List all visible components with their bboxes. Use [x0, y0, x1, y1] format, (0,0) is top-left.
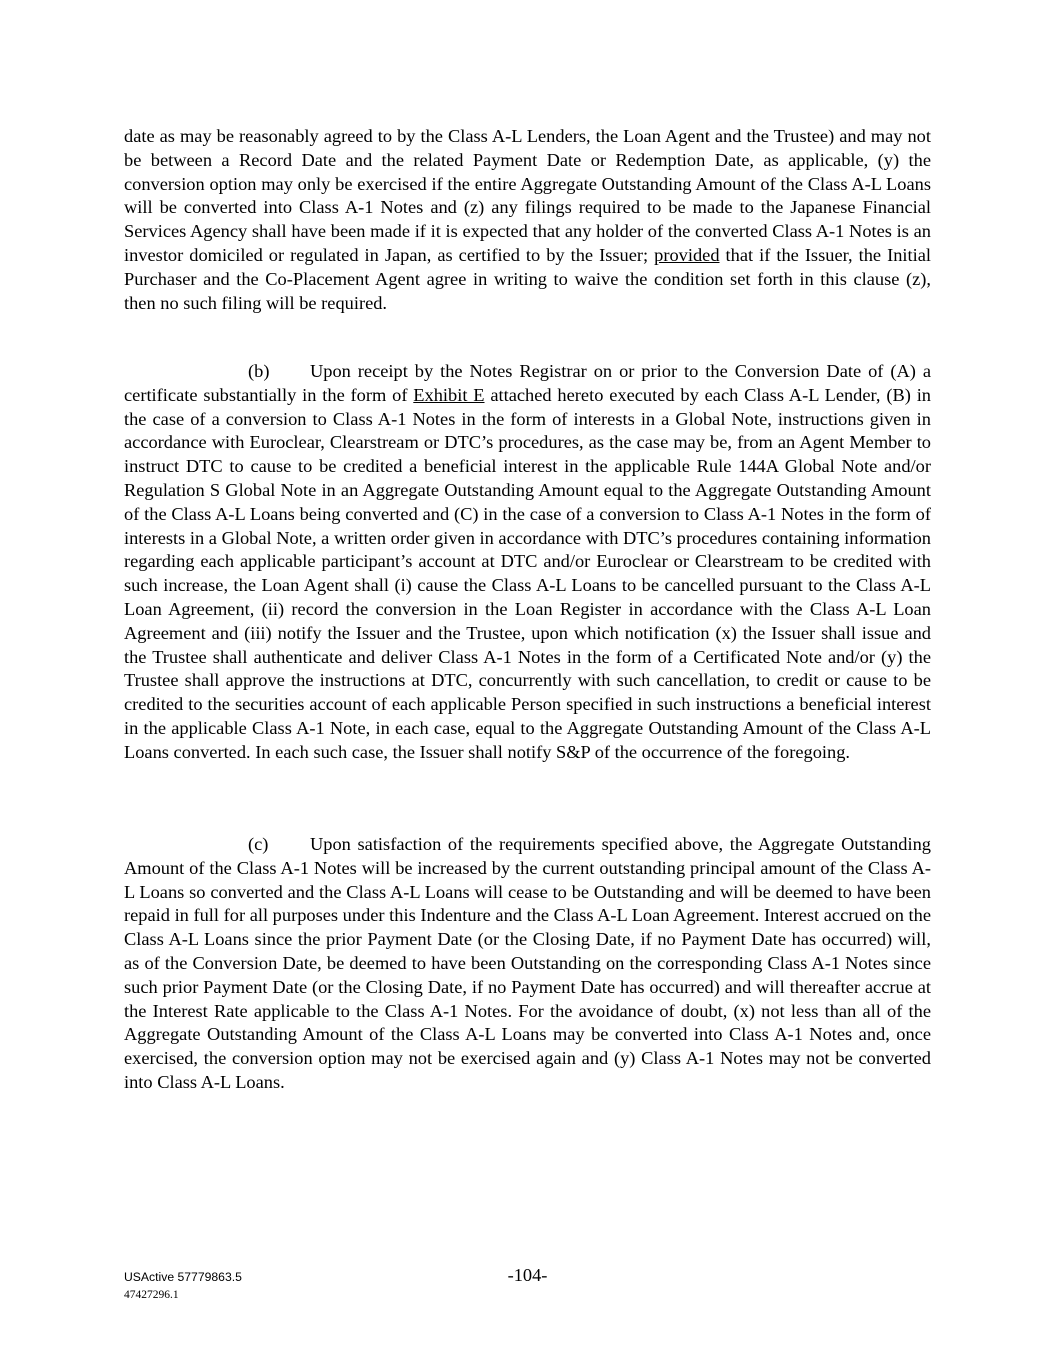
paragraph-text: date as may be reasonably agreed to by the Class A-L Lenders, the Loan Agent and the Trustee) and may not be between a Record Date and the related Payment Date or Redemption Date, as applicable, (y) the conversion option may only be exercised if the entire Aggregate Outstanding Amount of the Class A-L Loans will be converted into Class A-1 Notes and (z) any filings required to be made to the Japanese Financial Services Agency shall have been made if it is expected that any holder of the converted Class A-1 Notes is an investor domiciled or regulated in Japan, as certified to by the Issuer;: [124, 126, 931, 265]
paragraph-text: Upon receipt by the Notes Registrar on or prior to the Conversion Date of (A) a certificate substantially in the form of: [124, 361, 931, 405]
footer-document-id-secondary: 47427296.1: [124, 1289, 179, 1301]
exhibit-reference: Exhibit E: [413, 384, 485, 405]
paragraph-continuation: [124, 125, 931, 315]
provided-term: provided: [654, 244, 720, 265]
page-number: -104-: [507, 1265, 548, 1285]
paragraph-text: Upon satisfaction of the requirements specified above, the Aggregate Outstanding Amount of the Class A-1 Notes will be increased by the current outstanding principal amount of the Class A-L Loans so converted and the Class A-L Loans will cease to be Outstanding and will be deemed to have been repaid in full for all purposes under this Indenture and the Class A-L Loan Agreement. Interest accrued on the Class A-L Loans since the prior Payment Date (or the Closing Date, if no Payment Date has occurred) will, as of the Conversion Date, be deemed to have been Outstanding on the corresponding Class A-1 Notes since such prior Payment Date (or the Closing Date, if no Payment Date has occurred) and will thereafter accrue at the Interest Rate applicable to the Class A-1 Notes. For the avoidance of doubt, (x) not less than all of the Aggregate Outstanding Amount of the Class A-L Loans may be converted into Class A-1 Notes and, once exercised, the conversion option may not be exercised again and (y) Class A-1 Notes may not be converted into Class A-L Loans.: [124, 834, 931, 1092]
paragraph-c: [124, 833, 931, 1095]
paragraph-label: (b): [248, 361, 270, 381]
paragraph-b: [124, 360, 931, 765]
paragraph-text: attached hereto executed by each Class A-L Lender, (B) in the case of a conversion to Class A-1 Notes in the form of interests in a Global Note, instructions given in accordance with Euroclear, Clearstream or DTC’s procedures, as the case may be, from an Agent Member to instruct DTC to cause to be credited a beneficial interest in the applicable Rule 144A Global Note and/or Regulation S Global Note in an Aggregate Outstanding Amount equal to the Aggregate Outstanding Amount of the Class A-L Loans being converted and (C) in the case of a conversion to Class A-1 Notes in the form of interests in a Global Note, a written order given in accordance with DTC’s procedures containing information regarding each applicable participant’s account at DTC and/or Euroclear or Clearstream to be credited with such increase, the Loan Agent shall (i) cause the Class A-L Loans to be cancelled pursuant to the Class A-L Loan Agreement, (ii) record the conversion in the Loan Register in accordance with the Class A-L Loan Agreement and (iii) notify the Issuer and the Trustee, upon which notification (x) the Issuer shall issue and the Trustee shall authenticate and deliver Class A-1 Notes in the form of a Certificated Note and/or (y) the Trustee shall approve the instructions at DTC, concurrently with such cancellation, to credit or cause to be credited to the securities account of each applicable Person specified in such instructions a beneficial interest in the applicable Class A-1 Note, in each case, equal to the Aggregate Outstanding Amount of the Class A-L Loans converted. In each such case, the Issuer shall notify S&P of the occurrence of the foregoing.: [124, 384, 931, 762]
paragraph-label: (c): [248, 834, 269, 854]
paragraph-text: that if the Issuer, the Initial Purchaser and the Co-Placement Agent agree in writing to waive the condition set forth in this clause (z), then no such filing will be required.: [124, 244, 931, 313]
footer-document-id: USActive 57779863.5: [124, 1270, 242, 1284]
